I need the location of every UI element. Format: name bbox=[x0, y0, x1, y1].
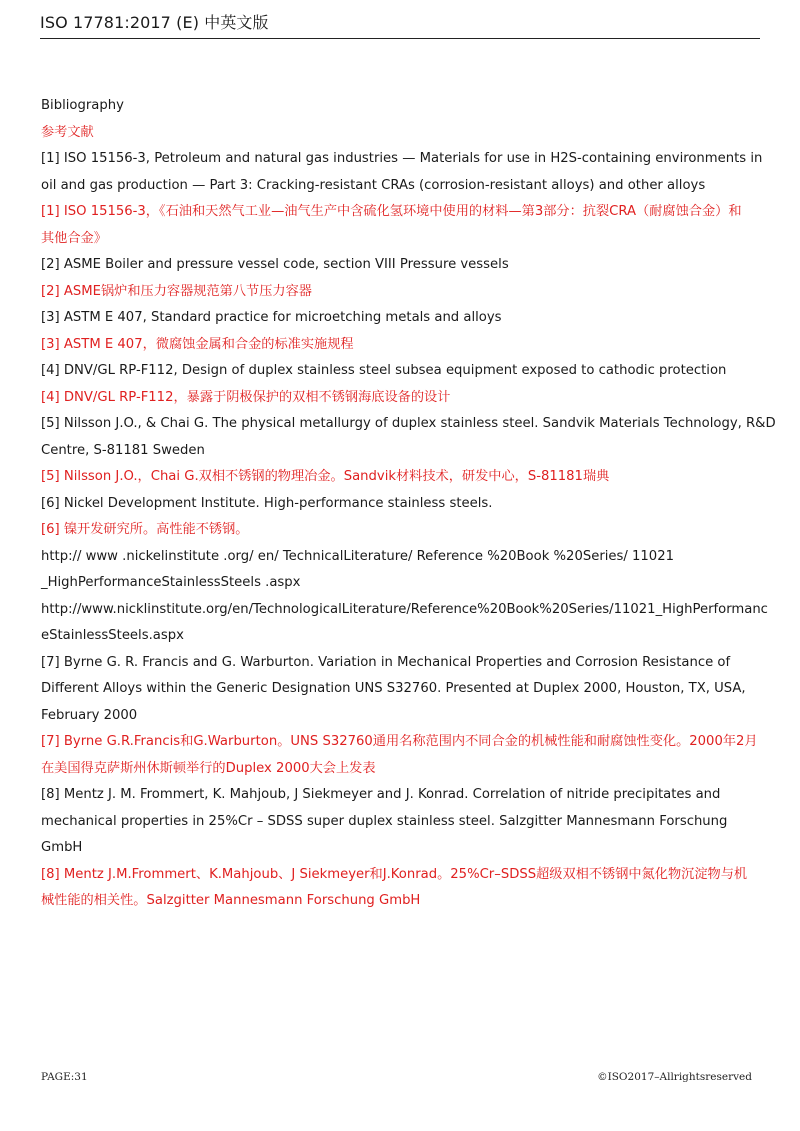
reference-entry-zh bbox=[41, 464, 761, 491]
reference-line: [6] Nickel Development Institute. High-performance stainless steels. bbox=[41, 495, 493, 511]
reference-entry-zh bbox=[41, 729, 761, 782]
reference-line: http://www.nicklinstitute.org/en/TechnologicalLiterature/Reference%20Book%20Series/11021_HighPerformanc bbox=[41, 601, 768, 617]
reference-line: 其他合金》 bbox=[41, 230, 107, 246]
reference-line: _HighPerformanceStainlessSteels .aspx bbox=[41, 575, 301, 590]
reference-line: [4] DNV/GL RP-F112，暴露于阴极保护的双相不锈钢海底设备的设计 bbox=[41, 389, 451, 405]
reference-line: [4] DNV/GL RP-F112, Design of duplex stainless steel subsea equipment exposed to cathodic protection bbox=[41, 363, 727, 378]
reference-line: [3] ASTM E 407, Standard practice for microetching metals and alloys bbox=[41, 310, 502, 325]
bibliography-section bbox=[41, 93, 776, 915]
reference-entry bbox=[41, 146, 761, 199]
reference-line: eStainlessSteels.aspx bbox=[41, 628, 184, 643]
page-footer bbox=[41, 1071, 752, 1087]
reference-line: [6] 镍开发研究所。高性能不锈钢。 bbox=[41, 522, 249, 537]
reference-line: [5] Nilsson J.O.，Chai G.双相不锈钢的物理冶金。Sandvik材料技术，研发中心，S-81181瑞典 bbox=[41, 469, 610, 484]
reference-entry bbox=[41, 252, 761, 279]
reference-line: [8] Mentz J.M.Frommert、K.Mahjoub、J Siekmeyer和J.Konrad。25%Cr–SDSS超级双相不锈钢中氮化物沉淀物与机 bbox=[41, 866, 748, 882]
bibliography-heading-en: Bibliography bbox=[41, 98, 124, 113]
reference-line: Different Alloys within the Generic Designation UNS S32760. Presented at Duplex 2000, Houston, TX, USA, bbox=[41, 681, 746, 696]
reference-entry-zh bbox=[41, 279, 761, 306]
reference-line: [2] ASME Boiler and pressure vessel code, section VIII Pressure vessels bbox=[41, 257, 509, 272]
reference-line: http:// www .nickelinstitute .org/ en/ TechnicalLiterature/ Reference %20Book %20Series/ 11021 bbox=[41, 548, 674, 564]
reference-line: [5] Nilsson J.O., & Chai G. The physical metallurgy of duplex stainless steel. Sandvik Materials Technology, R&D bbox=[41, 416, 776, 431]
reference-entry bbox=[41, 650, 761, 730]
document-title: ISO 17781:2017 (E) 中英文版 bbox=[40, 13, 269, 32]
bibliography-heading-zh: 参考文献 bbox=[41, 124, 94, 140]
reference-line: [2] ASME锅炉和压力容器规范第八节压力容器 bbox=[41, 283, 312, 299]
reference-entry bbox=[41, 358, 761, 385]
reference-line: 在美国得克萨斯州休斯顿举行的Duplex 2000大会上发表 bbox=[41, 760, 376, 776]
reference-line: [8] Mentz J. M. Frommert, K. Mahjoub, J Siekmeyer and J. Konrad. Correlation of nitride precipitates and bbox=[41, 787, 721, 802]
reference-line: oil and gas production — Part 3: Cracking-resistant CRAs (corrosion-resistant alloys) and other alloys bbox=[41, 177, 706, 193]
reference-line: GmbH bbox=[41, 840, 83, 855]
reference-entry bbox=[41, 491, 761, 518]
reference-entry bbox=[41, 411, 776, 464]
reference-line: [7] Byrne G.R.Francis和G.Warburton。UNS S32760通用名称范围内不同合金的机械性能和耐腐蚀性变化。2000年2月 bbox=[41, 734, 758, 749]
reference-entry-zh bbox=[41, 862, 761, 915]
reference-entry-zh bbox=[41, 517, 761, 544]
reference-url bbox=[41, 544, 761, 597]
reference-line: [3] ASTM E 407，微腐蚀金属和合金的标准实施规程 bbox=[41, 336, 354, 352]
page-number: PAGE:31 bbox=[41, 1071, 88, 1083]
reference-line: [1] ISO 15156-3, Petroleum and natural gas industries — Materials for use in H2S-containing environments in bbox=[41, 151, 763, 166]
reference-entry-zh bbox=[41, 332, 761, 359]
page-header bbox=[40, 12, 760, 39]
reference-line: [7] Byrne G. R. Francis and G. Warburton. Variation in Mechanical Properties and Corrosion Resistance of bbox=[41, 654, 731, 670]
reference-entry bbox=[41, 305, 761, 332]
reference-line: February 2000 bbox=[41, 707, 138, 723]
reference-line: 械性能的相关性。Salzgitter Mannesmann Forschung GmbH bbox=[41, 893, 421, 908]
reference-entry-zh bbox=[41, 199, 761, 252]
reference-line: Centre, S-81181 Sweden bbox=[41, 442, 205, 458]
reference-line: [1] ISO 15156-3，《石油和天然气工业—油气生产中含硫化氢环境中使用的材料—第3部分：抗裂CRA（耐腐蚀合金）和 bbox=[41, 204, 742, 219]
reference-entry bbox=[41, 782, 761, 862]
reference-line: mechanical properties in 25%Cr – SDSS super duplex stainless steel. Salzgitter Mannesmann Forschung bbox=[41, 813, 728, 829]
reference-url bbox=[41, 597, 768, 650]
copyright-notice: ©ISO2017–Allrightsreserved bbox=[597, 1071, 752, 1083]
reference-entry-zh bbox=[41, 385, 761, 412]
